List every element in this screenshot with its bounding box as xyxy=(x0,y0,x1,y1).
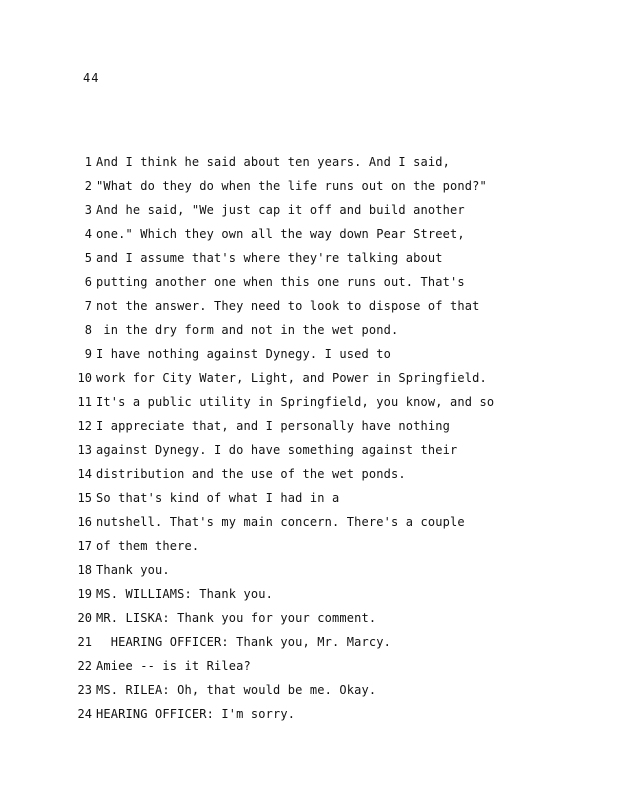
transcript-line xyxy=(70,630,590,654)
transcript-line xyxy=(70,294,590,318)
transcript-line xyxy=(70,606,590,630)
line-number: 22 xyxy=(77,659,92,673)
transcript-line xyxy=(70,198,590,222)
line-number: 11 xyxy=(77,395,92,409)
line-text: not the answer. They need to look to dispose of that xyxy=(96,299,480,313)
line-number: 14 xyxy=(77,467,92,481)
line-number: 12 xyxy=(77,419,92,433)
transcript-line xyxy=(70,246,590,270)
line-number: 2 xyxy=(84,179,92,193)
transcript-line xyxy=(70,366,590,390)
transcript-line xyxy=(70,414,590,438)
transcript-line xyxy=(70,558,590,582)
line-number: 5 xyxy=(84,251,92,265)
line-text: one." Which they own all the way down Pear Street, xyxy=(96,227,465,241)
line-number: 24 xyxy=(77,707,92,721)
line-number: 10 xyxy=(77,371,92,385)
line-text: nutshell. That's my main concern. There's a couple xyxy=(96,515,465,529)
transcript-line xyxy=(70,222,590,246)
line-number: 18 xyxy=(77,563,92,577)
line-text: HEARING OFFICER: I'm sorry. xyxy=(96,707,296,721)
line-text: in the dry form and not in the wet pond. xyxy=(96,323,399,337)
line-number: 1 xyxy=(84,155,92,169)
line-number: 3 xyxy=(84,203,92,217)
line-number: 8 xyxy=(84,323,92,337)
transcript-line xyxy=(70,510,590,534)
line-text: It's a public utility in Springfield, you know, and so xyxy=(96,395,495,409)
transcript-line xyxy=(70,150,590,174)
transcript-line xyxy=(70,582,590,606)
line-text: putting another one when this one runs out. That's xyxy=(96,275,465,289)
transcript-line xyxy=(70,654,590,678)
line-number: 7 xyxy=(84,299,92,313)
line-number: 15 xyxy=(77,491,92,505)
transcript-line xyxy=(70,174,590,198)
transcript-line xyxy=(70,534,590,558)
line-text: of them there. xyxy=(96,539,200,553)
line-text: distribution and the use of the wet ponds. xyxy=(96,467,406,481)
line-number: 17 xyxy=(77,539,92,553)
transcript-line xyxy=(70,678,590,702)
page-number: 44 xyxy=(83,71,100,85)
transcript-line xyxy=(70,270,590,294)
line-text: against Dynegy. I do have something against their xyxy=(96,443,458,457)
line-number: 19 xyxy=(77,587,92,601)
line-text: I have nothing against Dynegy. I used to xyxy=(96,347,391,361)
transcript-line xyxy=(70,390,590,414)
transcript-lines xyxy=(70,150,590,726)
line-text: Thank you. xyxy=(96,563,170,577)
line-text: MR. LISKA: Thank you for your comment. xyxy=(96,611,377,625)
line-text: So that's kind of what I had in a xyxy=(96,491,340,505)
transcript-line xyxy=(70,342,590,366)
line-text: And I think he said about ten years. And I said, xyxy=(96,155,450,169)
transcript-line xyxy=(70,438,590,462)
line-number: 9 xyxy=(84,347,92,361)
line-text: I appreciate that, and I personally have nothing xyxy=(96,419,450,433)
transcript-line xyxy=(70,702,590,726)
transcript-line xyxy=(70,462,590,486)
line-number: 23 xyxy=(77,683,92,697)
line-text: Amiee -- is it Rilea? xyxy=(96,659,251,673)
line-text: HEARING OFFICER: Thank you, Mr. Marcy. xyxy=(96,635,391,649)
line-text: "What do they do when the life runs out on the pond?" xyxy=(96,179,487,193)
line-number: 13 xyxy=(77,443,92,457)
line-number: 16 xyxy=(77,515,92,529)
transcript-line xyxy=(70,318,590,342)
line-number: 4 xyxy=(84,227,92,241)
line-text: and I assume that's where they're talking about xyxy=(96,251,443,265)
line-text: work for City Water, Light, and Power in Springfield. xyxy=(96,371,487,385)
line-number: 6 xyxy=(84,275,92,289)
line-text: And he said, "We just cap it off and build another xyxy=(96,203,465,217)
line-text: MS. RILEA: Oh, that would be me. Okay. xyxy=(96,683,377,697)
line-number: 21 xyxy=(77,635,92,649)
line-text: MS. WILLIAMS: Thank you. xyxy=(96,587,273,601)
transcript-line xyxy=(70,486,590,510)
line-number: 20 xyxy=(77,611,92,625)
